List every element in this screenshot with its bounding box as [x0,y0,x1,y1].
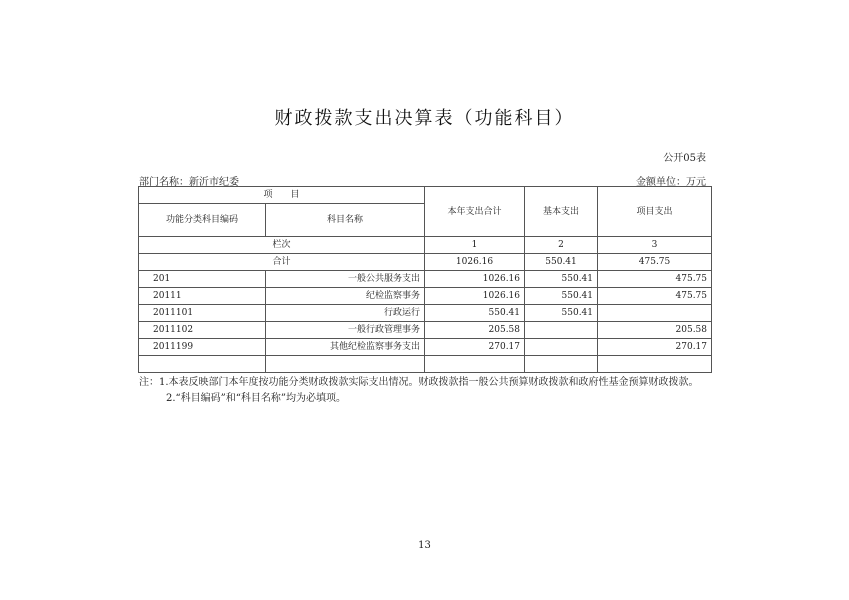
row-name: 其他纪检监察事务支出 [266,339,425,356]
row-basic [525,322,598,339]
row-code: 2011199 [139,339,266,356]
row-project: 205.58 [598,322,712,339]
row-name: 行政运行 [266,305,425,322]
column-index-label: 栏次 [139,237,425,254]
row-basic: 550.41 [525,305,598,322]
row-total: 270.17 [425,339,525,356]
column-index-1: 1 [425,237,525,254]
header-project-expense: 项目支出 [598,187,712,237]
header-total: 本年支出合计 [425,187,525,237]
row-project [598,305,712,322]
row-name: 一般行政管理事务 [266,322,425,339]
row-project: 270.17 [598,339,712,356]
row-name [266,356,425,373]
header-name: 科目名称 [266,204,425,237]
header-project: 项 目 [139,187,425,204]
footnote-2: 2.“科目编码”和“科目名称”均为必填项。 [166,393,346,404]
table-row [139,288,712,305]
column-index-3: 3 [598,237,712,254]
table-row [139,339,712,356]
expenditure-table [138,186,712,373]
row-project: 475.75 [598,271,712,288]
row-total: 1026.16 [425,288,525,305]
page-title: 财政拨款支出决算表（功能科目） [274,108,575,129]
sum-basic: 550.41 [525,254,598,271]
sum-project: 475.75 [598,254,712,271]
row-total: 1026.16 [425,271,525,288]
row-name: 一般公共服务支出 [266,271,425,288]
footnote-1: 注：1.本表反映部门本年度按功能分类财政拨款实际支出情况。财政拨款指一般公共预算财政拨款和政府性基金预算财政拨款。 [139,377,699,388]
row-project: 475.75 [598,288,712,305]
page-number: 13 [418,540,431,551]
table-row [139,356,712,373]
table-row [139,271,712,288]
sum-total: 1026.16 [425,254,525,271]
row-code: 20111 [139,288,266,305]
department-name: 部门名称：新沂市纪委 [139,177,239,188]
row-code: 2011101 [139,305,266,322]
row-code: 2011102 [139,322,266,339]
row-code: 201 [139,271,266,288]
row-total: 550.41 [425,305,525,322]
column-index-2: 2 [525,237,598,254]
table-row [139,322,712,339]
row-basic [525,339,598,356]
header-basic: 基本支出 [525,187,598,237]
amount-unit: 金额单位：万元 [636,177,706,188]
row-total [425,356,525,373]
row-code [139,356,266,373]
row-project [598,356,712,373]
row-basic: 550.41 [525,271,598,288]
header-code: 功能分类科目编码 [139,204,266,237]
table-row [139,305,712,322]
row-name: 纪检监察事务 [266,288,425,305]
row-total: 205.58 [425,322,525,339]
form-number: 公开05表 [663,153,706,164]
sum-label: 合计 [139,254,425,271]
row-basic [525,356,598,373]
row-basic: 550.41 [525,288,598,305]
